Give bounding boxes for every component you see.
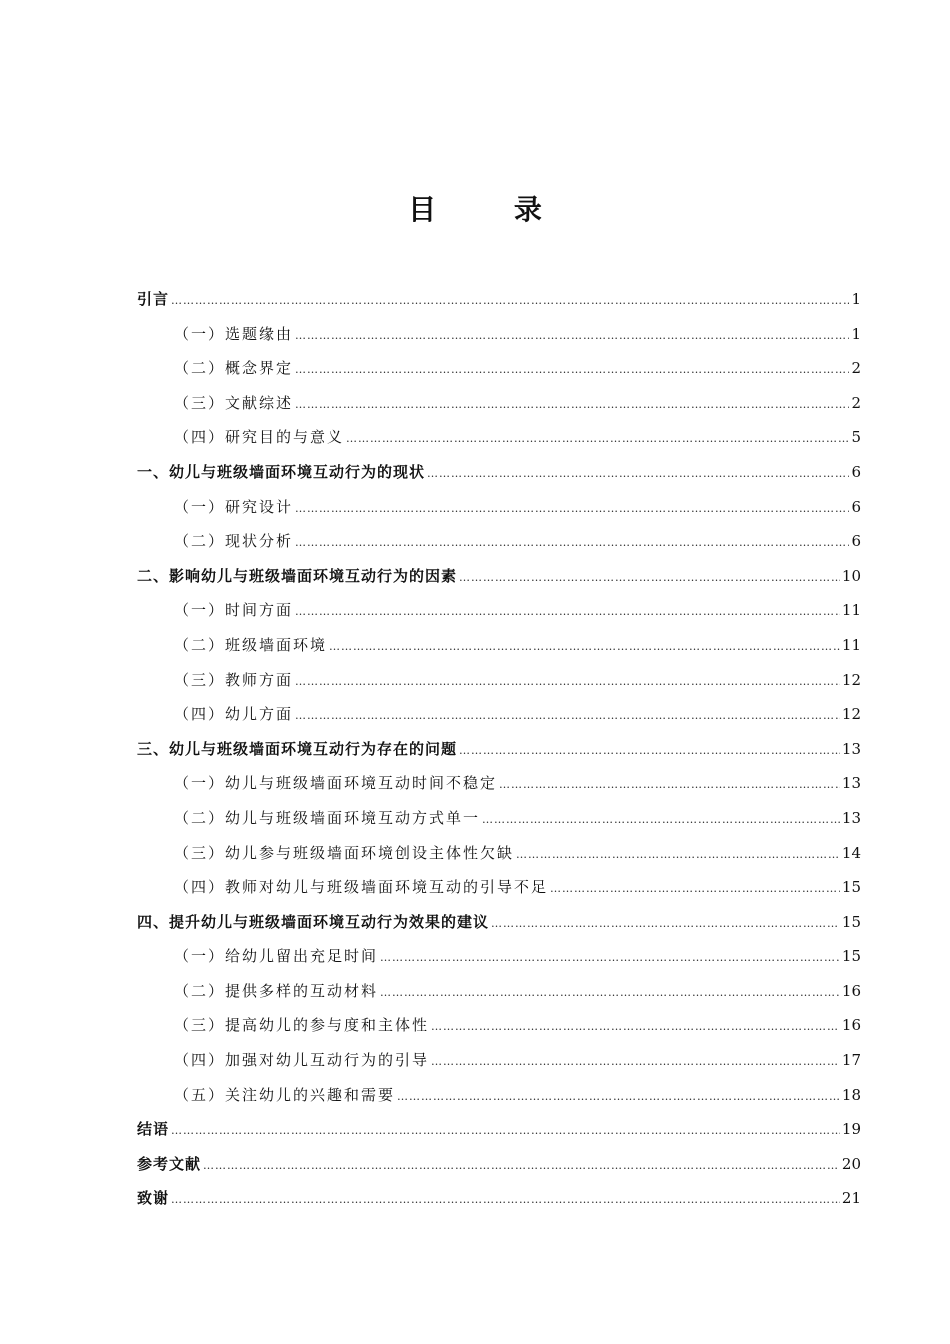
- toc-entry-label: （四）加强对幼儿互动行为的引导: [174, 1051, 430, 1070]
- toc-entry-label: （三）文献综述: [174, 393, 294, 412]
- dot-leader: [295, 388, 849, 423]
- toc-page-number: 16: [841, 1016, 861, 1035]
- toc-list: [137, 282, 861, 1216]
- toc-page-number: 12: [841, 705, 861, 724]
- dot-leader: [295, 353, 849, 388]
- toc-page-number: 17: [841, 1051, 861, 1070]
- toc-page-number: 18: [841, 1085, 861, 1104]
- toc-entry-label: （一）选题缘由: [174, 324, 294, 343]
- toc-page-number: 13: [841, 774, 861, 793]
- dot-leader: [459, 561, 840, 596]
- toc-section-entry[interactable]: [137, 559, 861, 594]
- toc-entry-label: （二）提供多样的互动材料: [174, 981, 379, 1000]
- toc-entry-label: （二）幼儿与班级墙面环境互动方式单一: [174, 808, 481, 827]
- toc-entry-label: （一）研究设计: [174, 497, 294, 516]
- toc-subsection-entry[interactable]: [137, 939, 861, 974]
- toc-subsection-entry[interactable]: [137, 836, 861, 871]
- dot-leader: [427, 457, 849, 492]
- toc-subsection-entry[interactable]: [137, 628, 861, 663]
- toc-entry-label: 三、幼儿与班级墙面环境互动行为存在的问题: [137, 739, 458, 758]
- toc-page-number: 10: [841, 566, 861, 585]
- toc-section-entry[interactable]: [137, 282, 861, 317]
- toc-entry-label: （二）现状分析: [174, 532, 294, 551]
- toc-page-number: 6: [851, 497, 861, 516]
- toc-entry-label: （三）提高幼儿的参与度和主体性: [174, 1016, 430, 1035]
- dot-leader: [459, 734, 840, 769]
- toc-page-number: 14: [841, 843, 861, 862]
- toc-subsection-entry[interactable]: [137, 697, 861, 732]
- toc-section-entry[interactable]: [137, 1147, 861, 1182]
- toc-subsection-entry[interactable]: [137, 766, 861, 801]
- toc-subsection-entry[interactable]: [137, 974, 861, 1009]
- toc-subsection-entry[interactable]: [137, 351, 861, 386]
- toc-subsection-entry[interactable]: [137, 1078, 861, 1113]
- toc-title: 目 录: [408, 193, 576, 226]
- toc-section-entry[interactable]: [137, 905, 861, 940]
- toc-entry-label: （五）关注幼儿的兴趣和需要: [174, 1085, 396, 1104]
- toc-entry-label: 引言: [137, 290, 170, 308]
- dot-leader: [295, 492, 849, 527]
- toc-subsection-entry[interactable]: [137, 663, 861, 698]
- toc-entry-label: （三）教师方面: [174, 670, 294, 689]
- dot-leader: [550, 872, 840, 907]
- toc-entry-label: （一）时间方面: [174, 601, 294, 620]
- dot-leader: [171, 1114, 840, 1149]
- dot-leader: [482, 803, 840, 838]
- toc-entry-label: （一）幼儿与班级墙面环境互动时间不稳定: [174, 774, 498, 793]
- dot-leader: [431, 1045, 840, 1080]
- toc-subsection-entry[interactable]: [137, 801, 861, 836]
- dot-leader: [431, 1010, 840, 1045]
- toc-entry-label: 四、提升幼儿与班级墙面环境互动行为效果的建议: [137, 912, 490, 931]
- dot-leader: [329, 630, 840, 665]
- dot-leader: [171, 1183, 840, 1218]
- toc-subsection-entry[interactable]: [137, 870, 861, 905]
- toc-page-number: 13: [841, 739, 861, 758]
- toc-page-number: 5: [851, 428, 861, 447]
- toc-page-number: 15: [841, 878, 861, 897]
- dot-leader: [499, 768, 840, 803]
- toc-section-entry[interactable]: [137, 1112, 861, 1147]
- dot-leader: [295, 526, 849, 561]
- dot-leader: [346, 422, 849, 457]
- toc-entry-label: （一）给幼儿留出充足时间: [174, 947, 379, 966]
- dot-leader: [171, 284, 849, 319]
- toc-entry-label: 结语: [137, 1120, 170, 1139]
- dot-leader: [295, 665, 840, 700]
- toc-page-number: 21: [841, 1189, 861, 1208]
- toc-entry-label: （四）幼儿方面: [174, 705, 294, 724]
- toc-subsection-entry[interactable]: [137, 593, 861, 628]
- toc-subsection-entry[interactable]: [137, 317, 861, 352]
- toc-section-entry[interactable]: [137, 732, 861, 767]
- toc-entry-label: （四）研究目的与意义: [174, 428, 345, 447]
- toc-page-number: 16: [841, 981, 861, 1000]
- toc-entry-label: 参考文献: [137, 1154, 202, 1173]
- toc-entry-label: （二）班级墙面环境: [174, 635, 328, 654]
- toc-page-number: 2: [851, 359, 861, 378]
- toc-page-number: 6: [851, 532, 861, 551]
- toc-subsection-entry[interactable]: [137, 386, 861, 421]
- toc-subsection-entry[interactable]: [137, 1043, 861, 1078]
- toc-subsection-entry[interactable]: [137, 524, 861, 559]
- dot-leader: [203, 1149, 840, 1184]
- toc-section-entry[interactable]: [137, 1181, 861, 1216]
- toc-entry-label: 一、幼儿与班级墙面环境互动行为的现状: [137, 462, 426, 481]
- toc-entry-label: （二）概念界定: [174, 359, 294, 378]
- toc-page-number: 20: [841, 1154, 861, 1173]
- dot-leader: [380, 941, 840, 976]
- toc-page-number: 11: [841, 601, 861, 620]
- toc-page-number: 12: [841, 670, 861, 689]
- toc-entry-label: （三）幼儿参与班级墙面环境创设主体性欠缺: [174, 843, 515, 862]
- toc-page-number: 1: [851, 324, 861, 343]
- toc-page-number: 1: [851, 290, 861, 308]
- dot-leader: [295, 319, 849, 354]
- toc-page-number: 13: [841, 808, 861, 827]
- toc-entry-label: 致谢: [137, 1189, 170, 1208]
- toc-entry-label: 二、影响幼儿与班级墙面环境互动行为的因素: [137, 566, 458, 585]
- dot-leader: [295, 699, 840, 734]
- toc-subsection-entry[interactable]: [137, 1008, 861, 1043]
- toc-page-number: 2: [851, 393, 861, 412]
- toc-page-number: 15: [841, 947, 861, 966]
- toc-section-entry[interactable]: [137, 455, 861, 490]
- dot-leader: [295, 595, 840, 630]
- dot-leader: [491, 907, 840, 942]
- toc-page-number: 11: [841, 635, 861, 654]
- dot-leader: [516, 838, 840, 873]
- toc-page-number: 6: [851, 462, 861, 481]
- toc-entry-label: （四）教师对幼儿与班级墙面环境互动的引导不足: [174, 878, 549, 897]
- toc-subsection-entry[interactable]: [137, 420, 861, 455]
- toc-subsection-entry[interactable]: [137, 490, 861, 525]
- toc-page-number: 15: [841, 912, 861, 931]
- toc-page-number: 19: [841, 1120, 861, 1139]
- dot-leader: [380, 976, 840, 1011]
- dot-leader: [397, 1080, 840, 1115]
